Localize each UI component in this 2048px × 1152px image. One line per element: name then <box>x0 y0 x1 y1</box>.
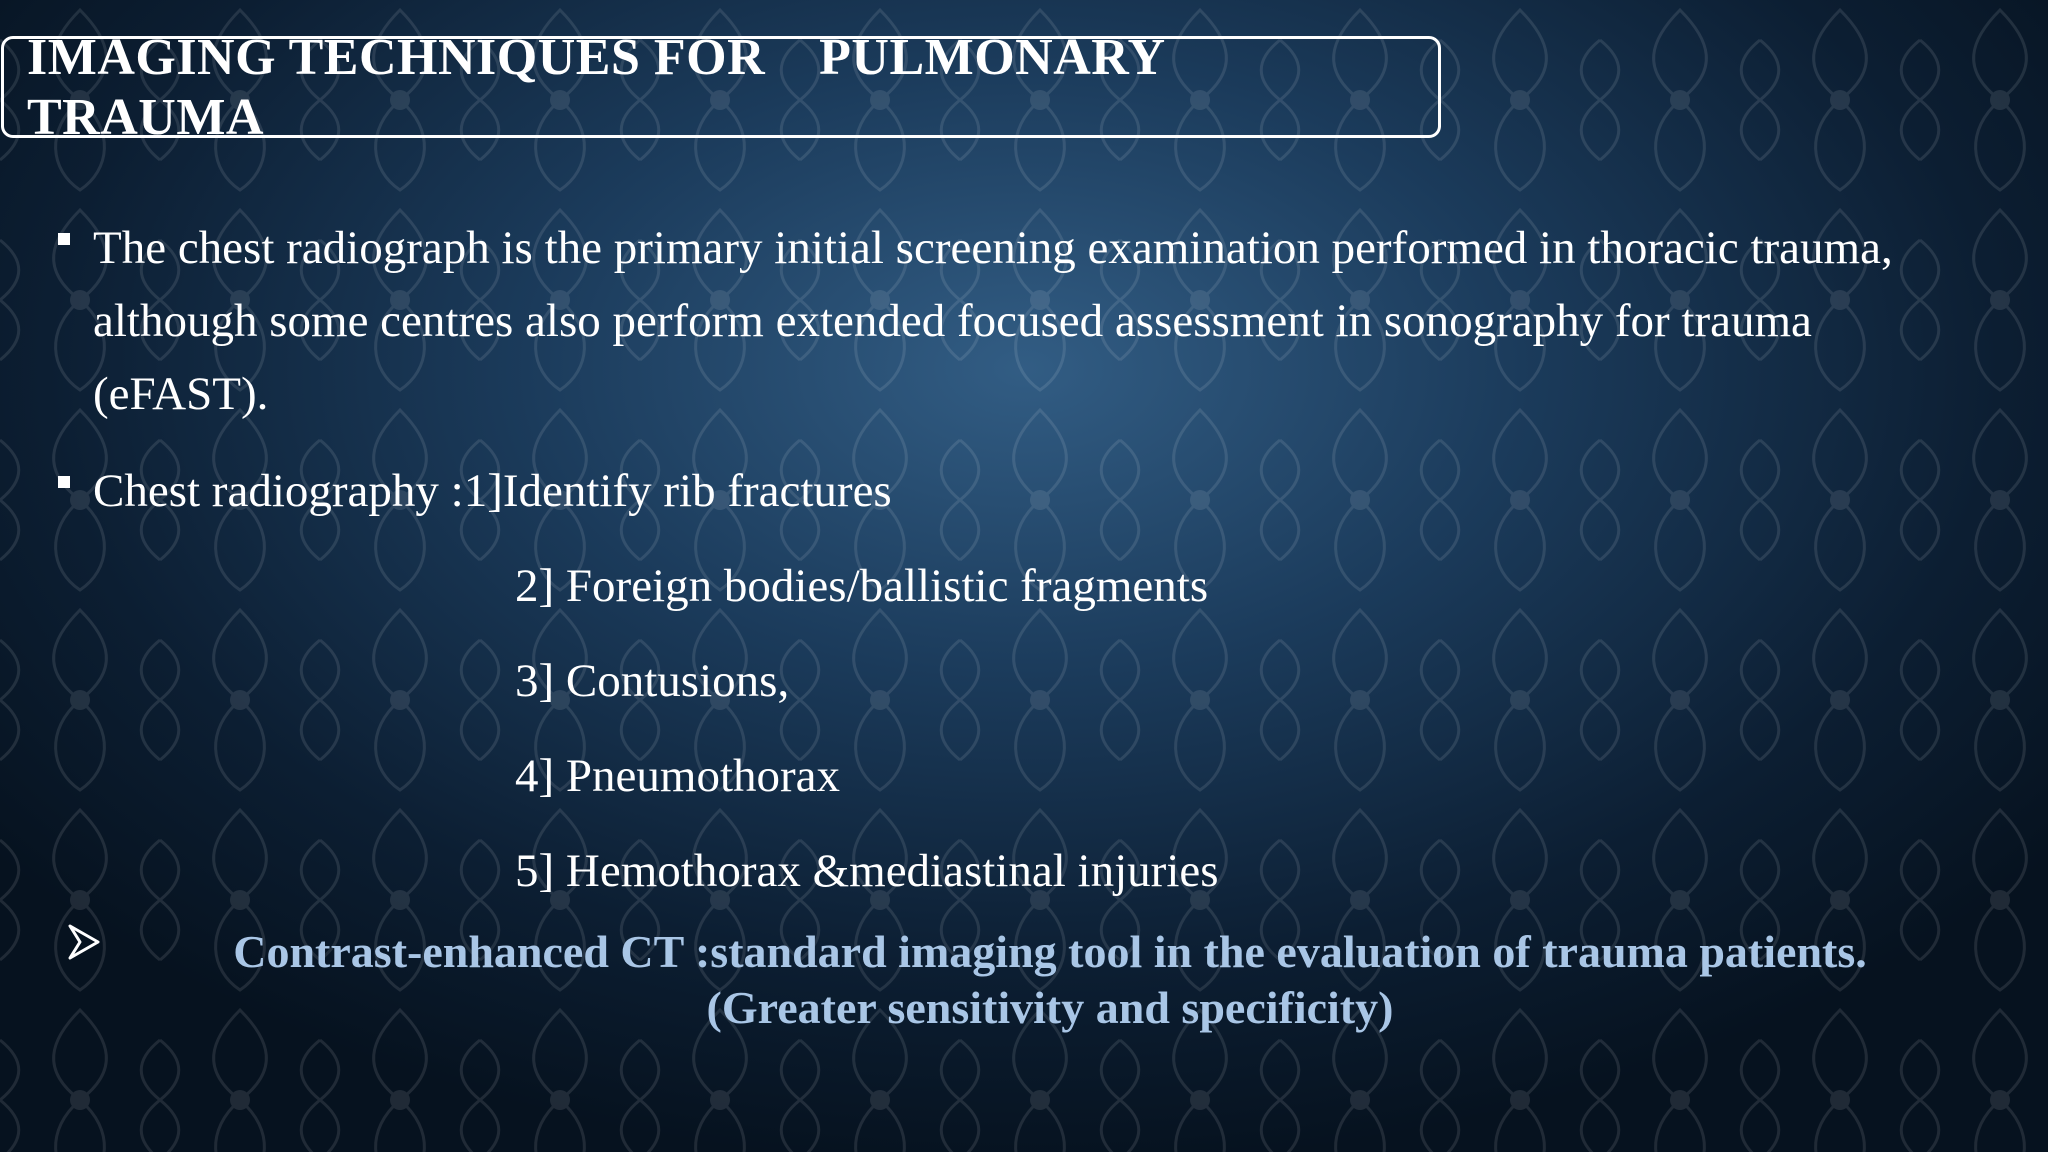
arrowhead-bullet-icon <box>68 922 102 962</box>
ct-highlight-line1: Contrast-enhanced CT :standard imaging tool in the evaluation of trauma patients. <box>233 926 1867 977</box>
square-bullet-icon <box>58 476 70 488</box>
ct-highlight-line2: (Greater sensitivity and specificity) <box>706 982 1394 1033</box>
ct-highlight <box>130 924 1970 1036</box>
list-item-hemothorax: 5] Hemothorax &mediastinal injuries <box>515 845 1219 897</box>
bullet-text-chest-radiography: Chest radiography :1]Identify rib fractures <box>93 465 892 517</box>
list-item-pneumothorax: 4] Pneumothorax <box>515 750 841 802</box>
slide-title: IMAGING TECHNIQUES FOR PULMONARY TRAUMA <box>27 29 1166 146</box>
square-bullet-icon <box>58 233 70 245</box>
list-item-contusions: 3] Contusions, <box>515 655 790 707</box>
list-item-foreign-bodies: 2] Foreign bodies/ballistic fragments <box>515 560 1209 612</box>
bullet-text-chest-radiograph: The chest radiograph is the primary initial screening examination performed in thoracic trauma, although some centres also perform extended focused assessment in sonography for trauma (eFAST). <box>93 222 1893 420</box>
